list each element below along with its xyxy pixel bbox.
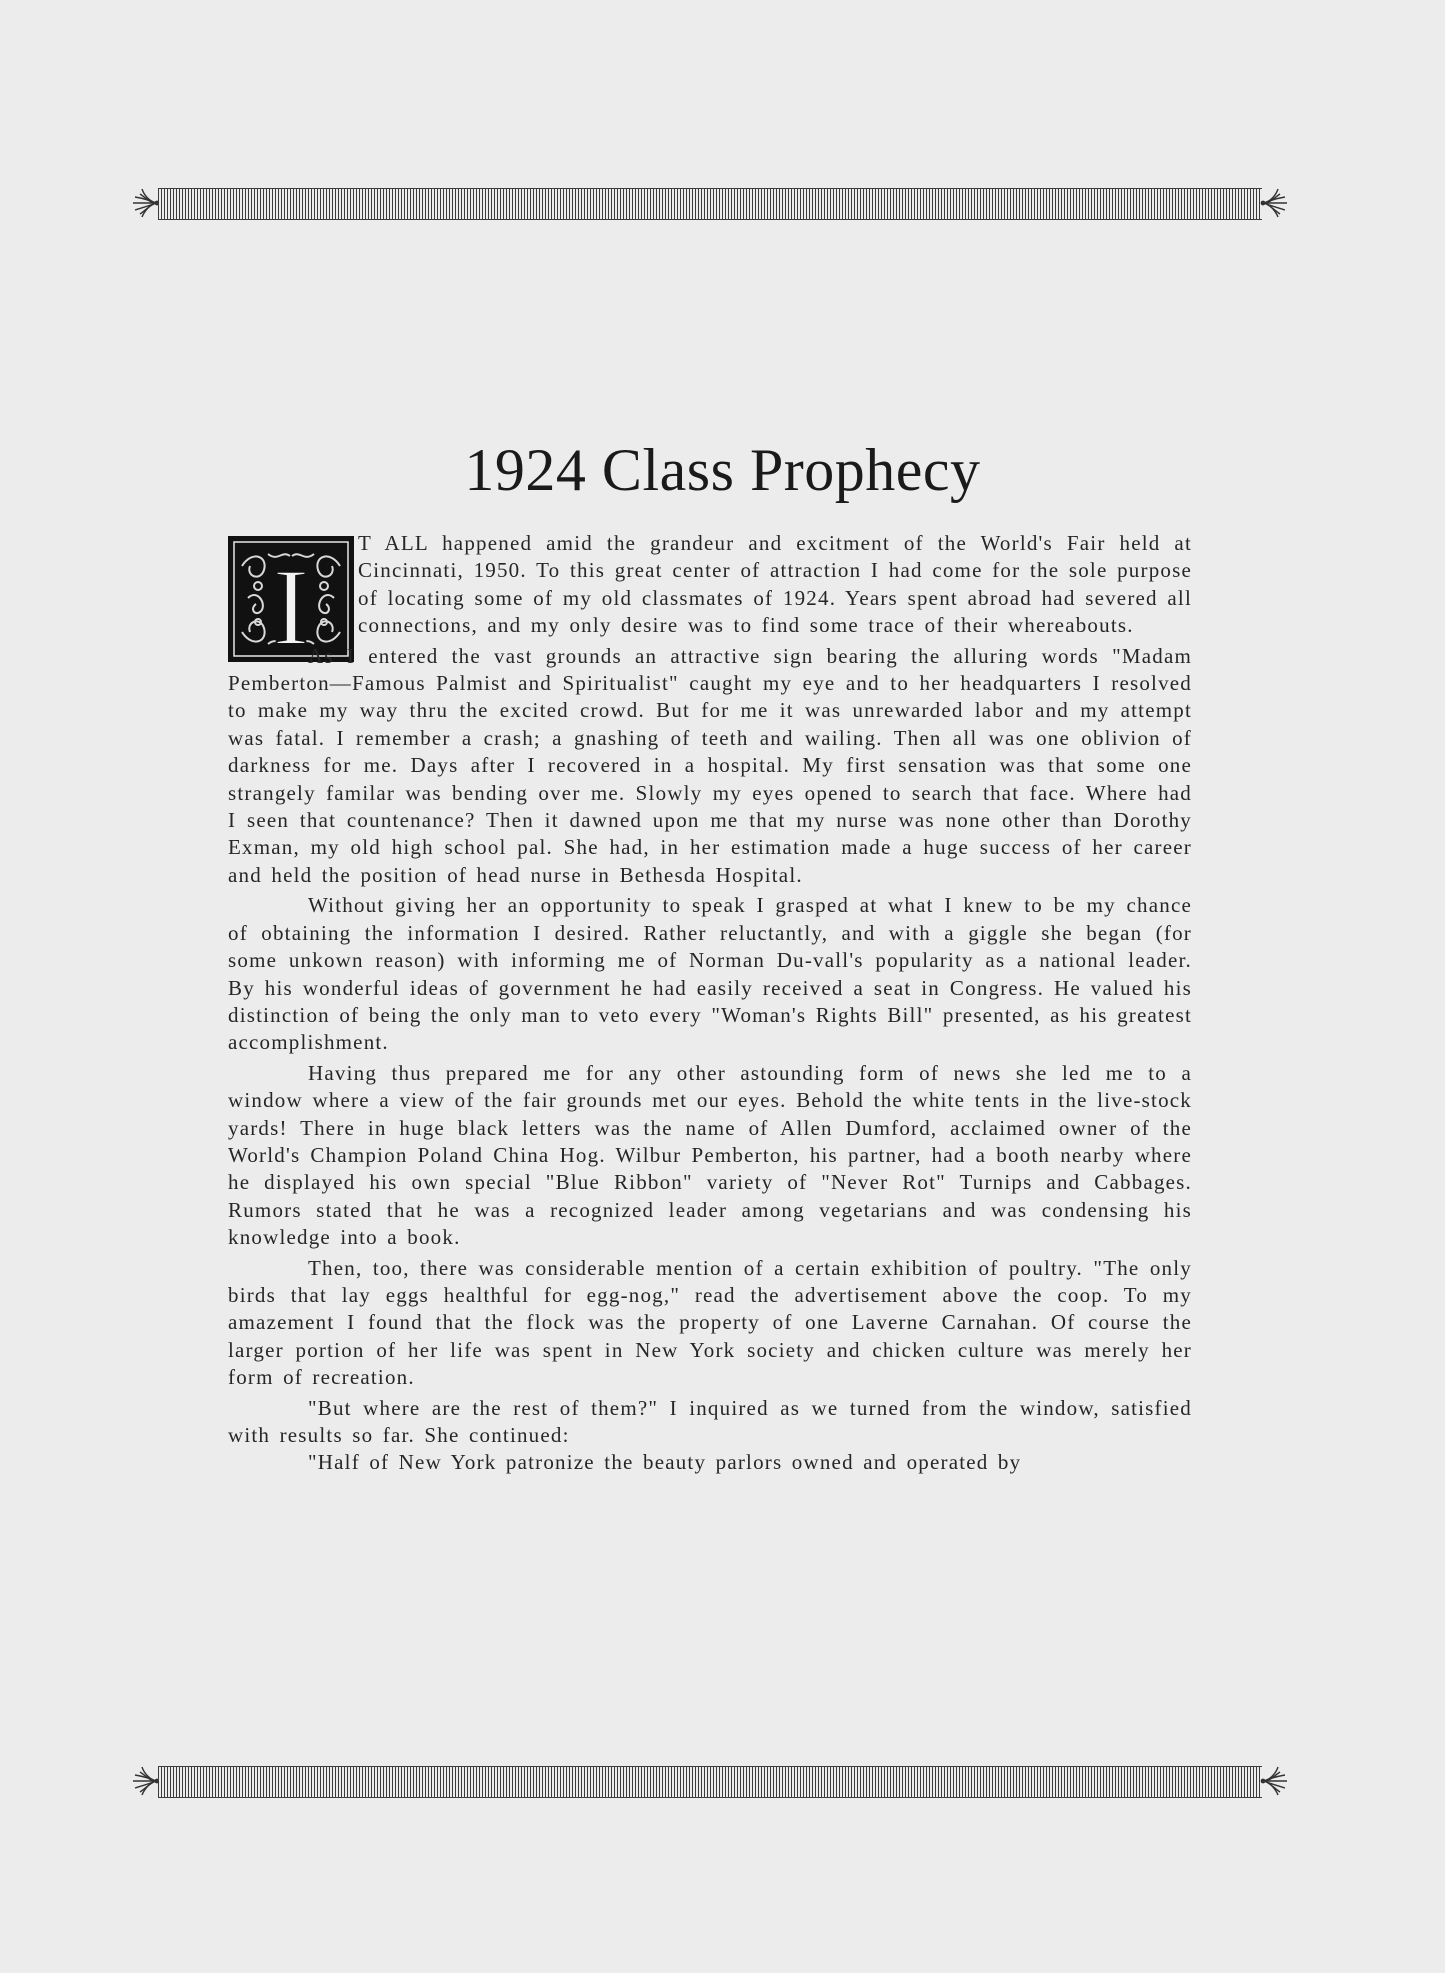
border-rule (158, 188, 1262, 220)
border-rule (158, 1766, 1262, 1798)
article-body (228, 530, 1192, 1477)
top-border (130, 186, 1290, 220)
paragraph-7: "Half of New York patronize the beauty parlors owned and operated by (308, 1450, 1022, 1475)
paragraph-5: Then, too, there was considerable mention of a certain exhibition of poultry. "The only birds that lay eggs healthful for egg-nog," read the advertisement above the coop. To my amazement I found that the flock was the property of one Laverne Carnahan. Of course the larger portion of her life was spent in New York society and chicken culture was merely her form of recreation. (228, 1255, 1192, 1390)
drop-cap-letter: I (272, 546, 310, 662)
palmette-icon (1260, 186, 1290, 220)
palmette-icon (130, 1764, 160, 1798)
bottom-border (130, 1764, 1290, 1798)
page-title: 1924 Class Prophecy (464, 437, 981, 503)
paragraph-4: Having thus prepared me for any other astounding form of news she led me to a window where a view of the fair grounds met our eyes. Behold the white tents in the live-stock yards! There in huge black letters was the name of Allen Dumford, acclaimed owner of the World's Champion Poland China Hog. Wilbur Pemberton, his partner, had a booth nearby where he displayed his own special "Blue Ribbon" variety of "Never Rot" Turnips and Cabbages. Rumors stated that he was a recognized leader among vegetarians and was condensing his knowledge into a book. (228, 1060, 1192, 1250)
palmette-icon (130, 186, 160, 220)
paragraph-1: T ALL happened amid the grandeur and excitment of the World's Fair held at Cincinnati, 1950. To this great center of attraction I had come for the sole purpose of locating some of my old classmates of 1924. Years spent abroad had severed all connections, and my only desire was to find some trace of their whereabouts. (358, 531, 1192, 638)
paragraph-2: As I entered the vast grounds an attractive sign bearing the alluring words "Madam Pemberton—Famous Palmist and Spiritualist" caught my eye and to her headquarters I resolved to make my way thru the excited crowd. But for me it was unrewarded labor and my attempt was fatal. I remember a crash; a gnashing of teeth and wailing. Then all was one oblivion of darkness for me. Days after I recovered in a hospital. My first sensation was that some one strangely familar was bending over me. Slowly my eyes opened to search that face. Where had I seen that countenance? Then it dawned upon me that my nurse was none other than Dorothy Exman, my old high school pal. She had, in her estimation made a huge success of her career and held the position of head nurse in Bethesda Hospital. (228, 643, 1192, 887)
paragraph-3: Without giving her an opportunity to speak I grasped at what I knew to be my chance of obtaining the information I desired. Rather reluctantly, and with a giggle she began (for some unkown reason) with informing me of Norman Du-vall's popularity as a national leader. By his wonderful ideas of government he had easily received a seat in Congress. He valued his distinction of being the only man to veto every "Woman's Rights Bill" presented, as his greatest accomplishment. (228, 893, 1192, 1055)
palmette-icon (1260, 1764, 1290, 1798)
paragraph-6: "But where are the rest of them?" I inquired as we turned from the window, satisfied with results so far. She continued: (228, 1395, 1192, 1447)
